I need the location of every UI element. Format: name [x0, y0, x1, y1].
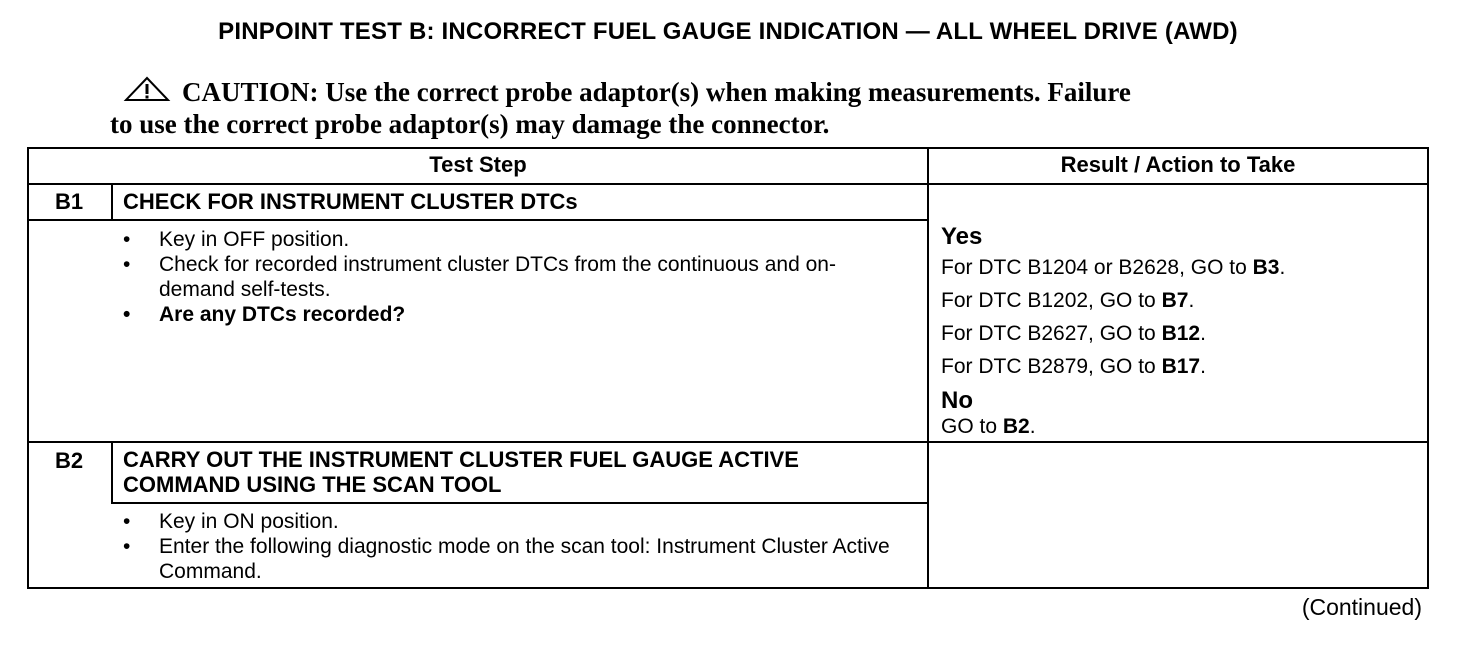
step-b1-result [941, 223, 1421, 439]
caution-text-line-1: CAUTION: Use the correct probe adaptor(s) when making measurements. Failure [182, 77, 1131, 107]
step-title-b2: CARRY OUT THE INSTRUMENT CLUSTER FUEL GAUGE ACTIVE COMMAND USING THE SCAN TOOL [123, 447, 799, 497]
page-title: PINPOINT TEST B: INCORRECT FUEL GAUGE INDICATION — ALL WHEEL DRIVE (AWD) [218, 18, 1238, 45]
step-b1-instructions [123, 227, 903, 327]
step-id-b2: B2 [54, 448, 84, 473]
step-id-b1: B1 [54, 189, 84, 214]
result-no-label: No [941, 387, 973, 414]
column-header-result: Result / Action to Take [1060, 152, 1296, 177]
result-line: For DTC B1204 or B2628, GO to B3. [941, 256, 1286, 279]
step-b2-instructions [123, 509, 903, 584]
list-item: • Key in OFF position. [123, 227, 903, 252]
result-line: For DTC B2627, GO to B12. [941, 322, 1206, 345]
step-title-b1: CHECK FOR INSTRUMENT CLUSTER DTCs [123, 189, 578, 214]
result-line: For DTC B2879, GO to B17. [941, 355, 1206, 378]
result-line: GO to B2. [941, 415, 1036, 438]
result-line: For DTC B1202, GO to B7. [941, 289, 1195, 312]
warning-triangle-icon [122, 76, 172, 102]
list-item: • Key in ON position. [123, 509, 903, 534]
pinpoint-test-table [27, 147, 1429, 589]
list-item: • Are any DTCs recorded? [123, 302, 903, 327]
column-header-test-step: Test Step [429, 152, 527, 177]
list-item: • Check for recorded instrument cluster DTCs from the continuous and on-demand self-tests. [123, 252, 903, 302]
continued-label: (Continued) [1301, 594, 1422, 620]
caution-text-line-2: to use the correct probe adaptor(s) may damage the connector. [110, 109, 830, 139]
caution-note [110, 76, 1350, 140]
list-item: • Enter the following diagnostic mode on the scan tool: Instrument Cluster Active Command. [123, 534, 903, 584]
result-yes-label: Yes [941, 223, 983, 250]
